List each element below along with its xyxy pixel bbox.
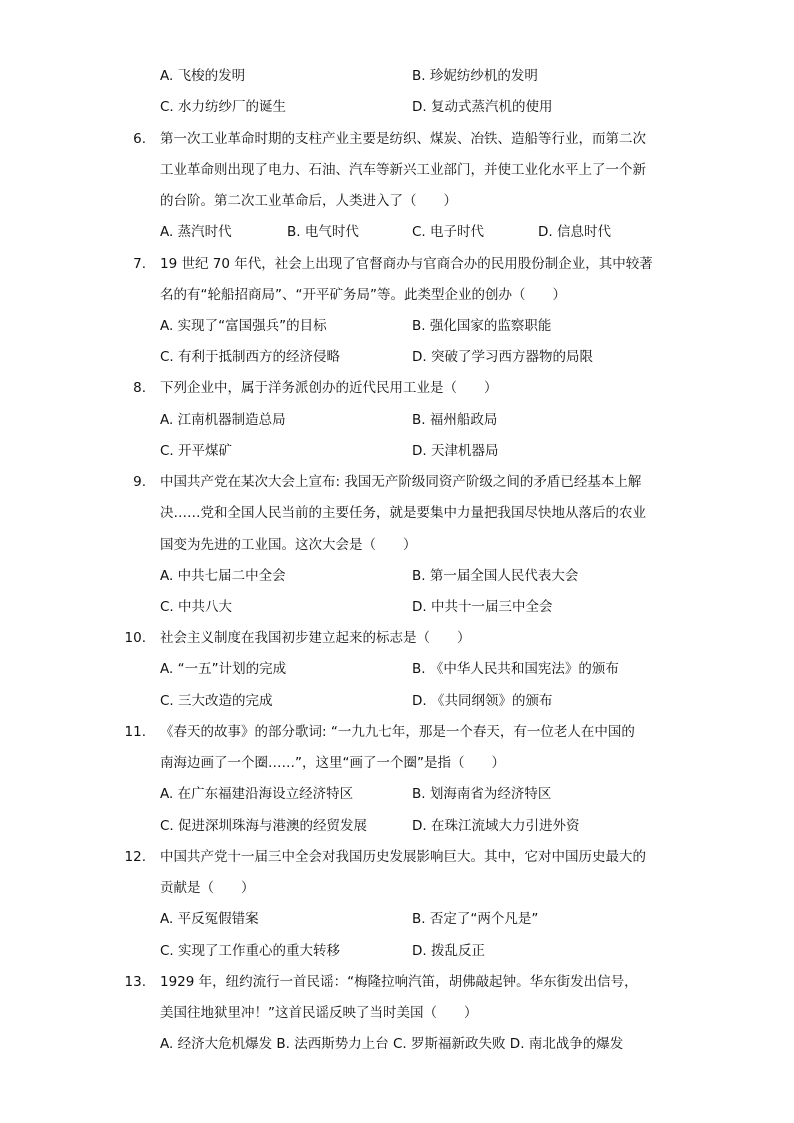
q6-stem-line3: 的台阶。第二次工业革命后，人类进入了（ ） (160, 193, 457, 209)
q10-option-a: A. “一五”计划的完成 (160, 661, 287, 677)
q7-option-a: A. 实现了“富国强兵”的目标 (160, 318, 327, 334)
q10-option-b: B. 《中华人民共和国宪法》的颁布 (412, 661, 619, 677)
q12-stem-line1: 中国共产党十一届三中全会对我国历史发展影响巨大。其中，它对中国历史最大的 (160, 849, 646, 865)
q5-option-a: A. 飞梭的发明 (160, 68, 246, 84)
q9-number: 9. (133, 474, 146, 490)
q7-number: 7. (133, 256, 146, 272)
q6-option-d: D. 信息时代 (538, 224, 611, 240)
q10-option-c: C. 三大改造的完成 (160, 693, 273, 709)
q9-stem-line2: 决……党和全国人民当前的主要任务，就是要集中力量把我国尽快地从落后的农业 (160, 505, 646, 521)
q8-option-d: D. 天津机器局 (412, 443, 499, 459)
q6-number: 6. (133, 131, 146, 147)
q11-option-c: C. 促进深圳珠海与港澳的经贸发展 (160, 818, 368, 834)
q11-option-d: D. 在珠江流域大力引进外资 (412, 818, 580, 834)
q8-option-a: A. 江南机器制造总局 (160, 412, 286, 428)
q13-stem-line2: 美国往地狱里冲！”这首民谣反映了当时美国（ ） (160, 1005, 478, 1021)
q7-stem-line2: 名的有“轮船招商局”、“开平矿务局”等。此类型企业的创办（ ） (160, 287, 566, 303)
q9-option-a: A. 中共七届二中全会 (160, 568, 286, 584)
q9-option-d: D. 中共十一届三中全会 (412, 599, 553, 615)
q12-option-c: C. 实现了工作重心的重大转移 (160, 943, 341, 959)
q9-option-b: B. 第一届全国人民代表大会 (412, 568, 579, 584)
q11-stem-line2: 南海边画了一个圈……”，这里“画了一个圈”是指（ ） (160, 755, 505, 771)
q12-number: 12. (124, 849, 146, 865)
q6-option-c: C. 电子时代 (412, 224, 485, 240)
q11-option-a: A. 在广东福建沿海设立经济特区 (160, 786, 354, 802)
q8-stem-line1: 下列企业中，属于洋务派创办的近代民用工业是（ ） (160, 380, 498, 396)
q6-option-a: A. 蒸汽时代 (160, 224, 232, 240)
q11-number: 11. (124, 724, 146, 740)
q12-stem-line2: 贡献是（ ） (160, 880, 255, 896)
q8-option-c: C. 开平煤矿 (160, 443, 233, 459)
q6-stem-line2: 工业革命则出现了电力、石油、汽车等新兴工业部门，并使工业化水平上了一个新 (160, 162, 646, 178)
q12-option-a: A. 平反冤假错案 (160, 911, 259, 927)
q13-stem-line1: 1929 年，纽约流行一首民谣：“梅隆拉响汽笛，胡佛敲起钟。华东街发出信号， (160, 974, 638, 990)
q11-option-b: B. 划海南省为经济特区 (412, 786, 552, 802)
q11-stem-line1: 《春天的故事》的部分歌词: “一九九七年，那是一个春天，有一位老人在中国的 (160, 724, 635, 740)
q9-option-c: C. 中共八大 (160, 599, 233, 615)
q12-option-b: B. 否定了“两个凡是” (412, 911, 539, 927)
q10-number: 10. (124, 630, 146, 646)
q5-option-c: C. 水力纺纱厂的诞生 (160, 99, 287, 115)
q7-option-c: C. 有利于抵制西方的经济侵略 (160, 349, 341, 365)
q9-stem-line3: 国变为先进的工业国。这次大会是（ ） (160, 537, 417, 553)
q12-option-d: D. 拨乱反正 (412, 943, 485, 959)
q10-option-d: D. 《共同纲领》的颁布 (412, 693, 553, 709)
q6-option-b: B. 电气时代 (287, 224, 359, 240)
q7-option-b: B. 强化国家的监察职能 (412, 318, 552, 334)
q10-stem-line1: 社会主义制度在我国初步建立起来的标志是（ ） (160, 630, 471, 646)
q5-option-b: B. 珍妮纺纱机的发明 (412, 68, 538, 84)
q8-option-b: B. 福州船政局 (412, 412, 498, 428)
q5-option-d: D. 复动式蒸汽机的使用 (412, 99, 553, 115)
q13-options-line: A. 经济大危机爆发 B. 法西斯势力上台 C. 罗斯福新政失败 D. 南北战争的爆发 (160, 1036, 624, 1052)
q13-number: 13. (124, 974, 146, 990)
q7-stem-line1: 19 世纪 70 年代，社会上出现了官督商办与官商合办的民用股份制企业，其中较著 (160, 256, 653, 272)
q6-stem-line1: 第一次工业革命时期的支柱产业主要是纺织、煤炭、冶铁、造船等行业，而第二次 (160, 131, 646, 147)
q8-number: 8. (133, 380, 146, 396)
q9-stem-line1: 中国共产党在某次大会上宣布: 我国无产阶级同资产阶级之间的矛盾已经基本上解 (160, 474, 642, 490)
q7-option-d: D. 突破了学习西方器物的局限 (412, 349, 593, 365)
